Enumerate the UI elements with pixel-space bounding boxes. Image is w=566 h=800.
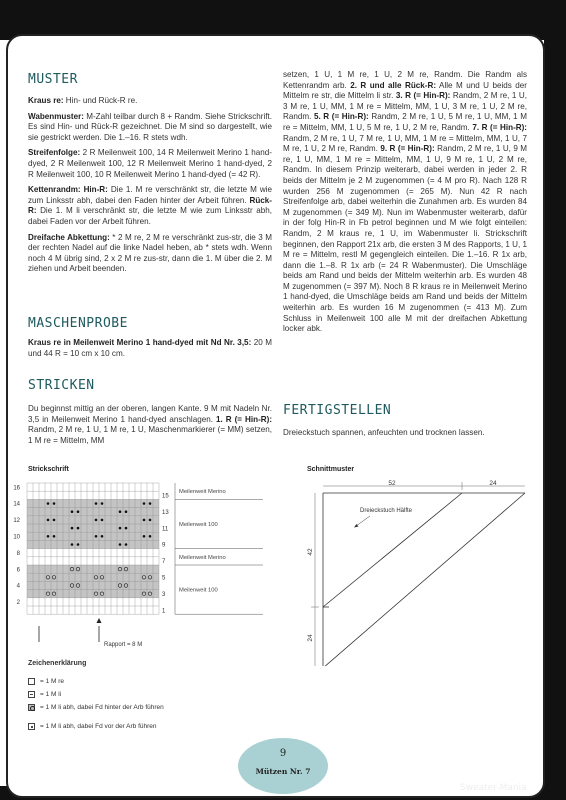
slip-front-icon <box>143 502 146 505</box>
slip-front-icon <box>77 543 80 546</box>
slip-front-icon <box>47 535 50 538</box>
watermark: Sweater-Mania <box>460 783 527 793</box>
knit-stitch-icon <box>28 678 35 685</box>
slip-front-icon <box>125 510 128 513</box>
muster-block <box>28 96 272 280</box>
purl-stitch-icon <box>28 691 35 698</box>
stripe-label: Meilenweit 100 <box>179 522 218 528</box>
slip-front-icon <box>53 535 56 538</box>
waben-paragraph: Wabenmuster: M-Zahl teilbar durch 8 + Randm. Siehe Strickschrift. Es sind Hin- und Rück-R gezeichnet. Die M sind so dargestellt, wie sie gestrickt werden. Die 1.–16. R stets wdh. <box>28 111 273 142</box>
row-number-right: 7 <box>162 559 166 566</box>
slip-front-icon <box>53 502 56 505</box>
row-number-right: 1 <box>162 608 166 615</box>
slip-front-icon <box>125 527 128 530</box>
grunge-right-border <box>544 0 566 800</box>
row-number-left: 14 <box>13 501 20 508</box>
stripe-label: Meilenweit Merino <box>179 489 226 496</box>
maschenprobe-block: Kraus re in Meilenweit Merino 1 hand-dyed mit Nd Nr. 3,5: 20 M und 44 R = 10 cm x 10 cm. <box>28 338 273 358</box>
slip-front-icon <box>101 502 104 505</box>
slip-front-icon <box>101 519 104 522</box>
slip-front-icon <box>47 502 50 505</box>
slip-front-icon <box>77 510 80 513</box>
slip-front-icon <box>95 535 98 538</box>
dim-left-b: 24 <box>307 634 314 642</box>
page-badge <box>238 738 328 794</box>
row-number-left: 4 <box>16 583 20 590</box>
slip-front-icon <box>28 723 35 730</box>
dim-top-a: 52 <box>388 480 396 487</box>
row-number-right: 11 <box>162 526 169 533</box>
heading-muster: MUSTER <box>28 72 78 87</box>
diagonal-outer <box>323 493 525 666</box>
schnittmuster-title: Schnittmuster <box>307 466 355 473</box>
slip-front-icon <box>143 535 146 538</box>
shawl-half-label: Dreieckstuch Hälfte <box>360 508 413 514</box>
slip-front-icon <box>119 527 122 530</box>
row-number-left: 2 <box>16 600 20 607</box>
slip-front-icon <box>95 502 98 505</box>
heading-stricken: STRICKEN <box>28 378 95 393</box>
slip-back-icon <box>28 704 35 711</box>
kraus-paragraph: Kraus re: Hin- und Rück-R re. <box>28 96 138 105</box>
slip-front-icon <box>125 543 128 546</box>
schnittmuster-diagram <box>300 476 530 666</box>
row-number-right: 9 <box>162 542 166 549</box>
fertigstellen-block: Dreieckstuch spannen, anfeuchten und trocknen lassen. <box>283 428 485 437</box>
slip-front-icon <box>47 519 50 522</box>
knitting-grid <box>27 483 159 614</box>
row-number-right: 3 <box>162 591 166 598</box>
slip-front-icon <box>77 527 80 530</box>
heading-fertigstellen: FERTIGSTELLEN <box>283 403 392 418</box>
page-number: 9 <box>279 748 287 759</box>
legend <box>28 660 248 733</box>
ketten-paragraph: Kettenrandm: Hin-R: Die 1. M re verschränkt str, die letzte M wie zum Linksstr abh, dabei den Faden hinter der Arbeit führen. Rück-R: Die 1. M li verschränkt str, die letzte M wie zum Linksstr abh, dabei Faden vor der Arbeit führen. <box>28 185 273 226</box>
stricken-block-right: setzen, 1 U, 1 M re, 1 U, 2 M re, Randm. Die Randm als Kettenrandm arb. 2. R und alle Rück-R: Alle M und U beids der Mittelm re str, die Mittelm li str. 3. R (= Hin-R): Randm, 2 M re, 1 U, 3 M re, 1 U, MM, 1 M re = Mittelm, MM, 1 U, 3 M re, 1 U, 2 M re, Randm. 5. R (= Hin-R): Randm, 2 M re, 1 U, 5 M re, 1 U, MM, 1 M re = Mittelm, MM, 1 U, 5 M re, 1 U, 2 M re, Randm. 7. R (= Hin-R): Randm, 2 M re, 1 U, 7 M re, 1 U, MM, 1 M re = Mittelm, MM, 1 U, 7 M re, 1 U, 2 M re, Randm. 9. R (= Hin-R): Randm, 2 M re, 1 U, 9 M re, 1 U, MM, 1 M re = Mittelm, MM, 1 U, 9 M re, 1 U, 2 M re, Randm. In diesem Prinzip weiterarb, dabei werden in jeder 2. R beids der Mittelm je 2 M zugenommen (= 4 M pro R). Nach 128 R wurden 256 M zugenommen (= 265 M). Nun 42 R nach Streifenfolge arb, dabei weiterhin die Zunahmen arb. Es wurden 84 M zugenommen (= 349 M). Nun im Wabenmuster weiterarb, dafür in der folg Hin-R in Fb petrol beginnen und M wie folgt einteilen: Randm, 2 M kraus re, 1 U, im Wabenmuster li. Strickschrift beginnen, den Rapport 21x arb, die ersten 3 M des Rapports, 1 U, 1 M re = Mittelm, restl M gegengleich einteilen. Die 1.–16. R 1x arb, dann die 1.–8. R 1x arb (= 24 R Wabenmuster). Die Umschläge beids am Rand und beids der Mittelm weiterhin arb. Es wurden 48 M zugenommen (= 397 M). Noch 8 R kraus re in Meilenweit Merino 1 hand-dyed, die Umschläge beids am Rand und beids der Mittelm weiterhin arb. Es wurden 16 M zugenommen (= 413 M). Zum Schluss in Meilenweit 100 alle M mit der dreifachen Abkettung locker abk. <box>283 70 528 334</box>
slip-front-icon <box>149 502 152 505</box>
legend-row-slip-front: = 1 M li abh, dabei Fd vor der Arb führen <box>28 720 248 733</box>
stripe-label: Meilenweit Merino <box>179 554 226 561</box>
slip-front-icon <box>149 535 152 538</box>
arrow-up-icon <box>97 618 102 623</box>
slip-front-icon <box>143 519 146 522</box>
row-number-left: 12 <box>13 518 20 525</box>
legend-title: Zeichenerklärung <box>28 660 87 667</box>
slip-front-icon <box>71 543 74 546</box>
rapport-label: Rapport = 8 M <box>104 642 143 648</box>
slip-front-icon <box>71 510 74 513</box>
row-number-right: 13 <box>162 509 169 516</box>
legend-row-purl: = 1 M li <box>28 688 248 701</box>
slip-front-icon <box>149 519 152 522</box>
dim-left-a: 42 <box>307 548 314 556</box>
heading-maschenprobe: MASCHENPROBE <box>28 316 128 331</box>
stripe-labels <box>175 483 263 614</box>
dim-top-b: 24 <box>489 480 497 487</box>
strickschrift-title: Strickschrift <box>28 466 69 473</box>
slip-front-icon <box>119 510 122 513</box>
stricken-block-left: Du beginnst mittig an der oberen, langen Kante. 9 M mit Nadeln Nr. 3,5 in Meilenweit Merino 1 hand-dyed anschlagen. 1. R (= Hin-R): Randm, 2 M re, 1 U, 1 M re, 1 U, Maschenmarkierer (= MM) setzen, 1 M re = Mittelm, MM <box>28 404 273 445</box>
legend-row-knit: = 1 M re <box>28 675 248 688</box>
slip-front-icon <box>71 527 74 530</box>
abkettung-paragraph: Dreifache Abkettung: * 2 M re, 2 M re verschränkt zus-str, die 3 M der rechten Nadel auf die linke Nadel heben, ab * stets wdh. Wenn noch 4 M übrig sind, 2 x 2 M re zus-str, dann die 1. M über die 2. M ziehen und Arbeit beenden. <box>28 232 272 274</box>
slip-front-icon <box>95 519 98 522</box>
legend-row-slip-back: = 1 M li abh, dabei Fd hinter der Arb führen <box>28 701 248 714</box>
slip-front-icon <box>101 535 104 538</box>
streifen-paragraph: Streifenfolge: 2 R Meilenweit 100, 14 R Meilenweit Merino 1 hand-dyed, 2 R Meilenweit 100, 12 R Meilenweit Merino 1 hand-dyed, 2 R Meilenweit 100, 10 R Meilenweit Merino 1 hand-dyed (= 42 R). <box>28 148 272 179</box>
strickschrift-chart <box>8 478 268 658</box>
slip-front-icon <box>119 543 122 546</box>
row-number-right: 5 <box>162 575 166 582</box>
row-number-right: 15 <box>162 493 169 500</box>
row-number-left: 8 <box>16 550 20 557</box>
magazine-title: Mützen Nr. 7 <box>255 767 311 776</box>
slip-front-icon <box>53 519 56 522</box>
row-number-left: 10 <box>13 534 20 541</box>
stripe-label: Meilenweit 100 <box>179 587 218 594</box>
row-number-left: 6 <box>16 567 20 574</box>
row-number-left: 16 <box>13 485 20 492</box>
